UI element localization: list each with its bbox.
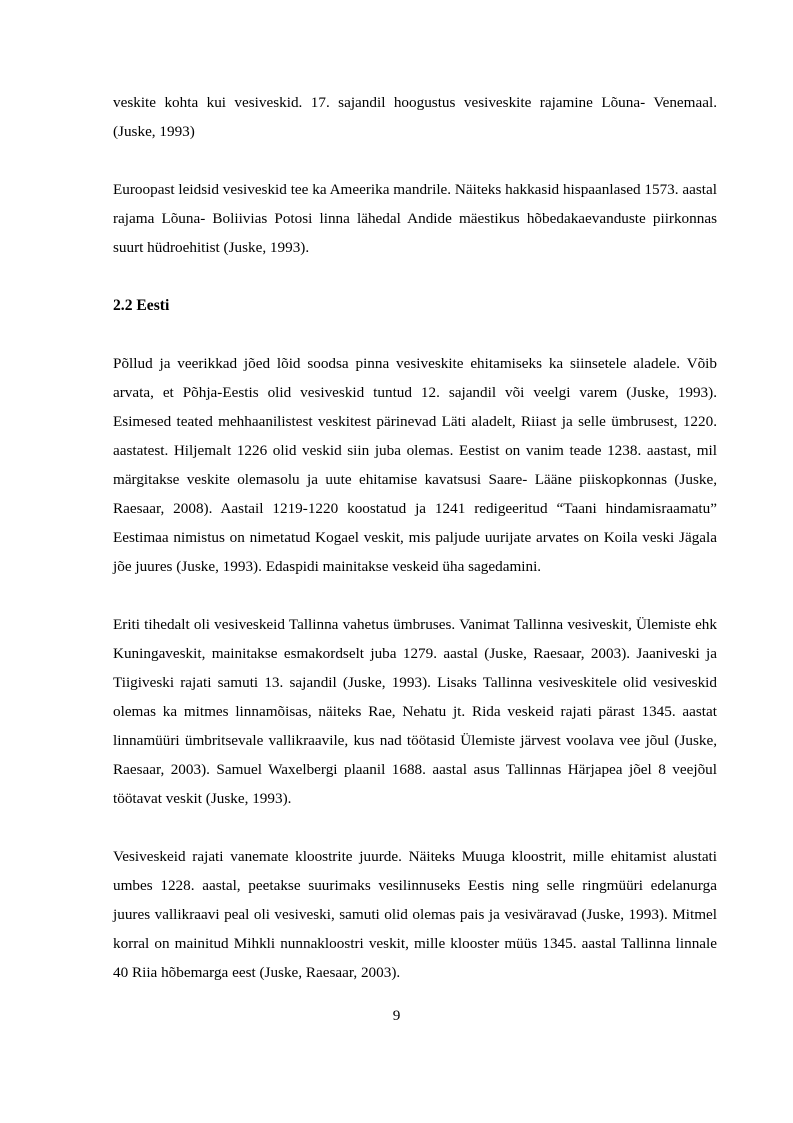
paragraph-gap: [113, 146, 717, 175]
page-number: 9: [392, 1007, 401, 1024]
paragraph-gap: [113, 813, 717, 842]
paragraph-americas: Euroopast leidsid vesiveskid tee ka Ameerika mandrile. Näiteks hakkasid hispaanlased 1573. aastal rajama Lõuna- Boliivias Potosi linna lähedal Andide mäestikus hõbedakaevanduste piirkonnas suurt hüdroehitist (Juske, 1993).: [113, 181, 717, 256]
paragraph-gap: [113, 320, 717, 349]
paragraph-gap: [113, 581, 717, 610]
paragraph-estonia-intro: Põllud ja veerikkad jõed lõid soodsa pinna vesiveskite ehitamiseks ka siinsetele aladele. Võib arvata, et Põhja-Eestis olid vesiveskid tuntud 12. sajandil või veelgi varem (Juske, 1993). Esimesed teated mehhaanilistest veskitest pärinevad Läti aladelt, Riiast ja selle ümbrusest, 1220. aastatest. Hiljemalt 1226 olid veskid siin juba olemas. Eestist on vanim teade 1238. aastast, mil märgitakse veskite olemasolu ja uute ehitamise kavatsusi Saare- Lääne piiskopkonnas (Juske, Raesaar, 2008). Aastail 1219-1220 koostatud ja 1241 redigeeritud “Taani hindamisraamatu” Eestimaa nimistus on nimetatud Kogael veskit, mis paljude uurijate arvates on Koila veski Jägala jõe juures (Juske, 1993). Edaspidi mainitakse veskeid üha sagedamini.: [113, 355, 717, 575]
paragraph-monasteries: Vesiveskeid rajati vanemate kloostrite juurde. Näiteks Muuga kloostrit, mille ehitamist alustati umbes 1228. aastal, peetakse suurimaks vesilinnuseks Eestis ning selle ringmüüri edelanurga juures vallikraavi peal oli vesiveski, samuti olid olemas pais ja vesiväravad (Juske, 1993). Mitmel korral on mainitud Mihkli nunnakloostri veskit, mille klooster müüs 1345. aastal Tallinna linnale 40 Riia hõbemarga eest (Juske, Raesaar, 2003).: [113, 848, 717, 981]
paragraph-gap: [113, 262, 717, 291]
document-page-body: [113, 88, 717, 987]
paragraph-continued: veskite kohta kui vesiveskid. 17. sajandil hoogustus vesiveskite rajamine Lõuna- Venemaal. (Juske, 1993): [113, 94, 717, 140]
section-heading: 2.2 Eesti: [113, 297, 170, 314]
paragraph-tallinn: Eriti tihedalt oli vesiveskeid Tallinna vahetus ümbruses. Vanimat Tallinna vesiveskit, Ülemiste ehk Kuningaveskit, mainitakse esmakordselt juba 1279. aastal (Juske, Raesaar, 2003). Jaaniveski ja Tiigiveski rajati samuti 13. sajandil (Juske, 1993). Lisaks Tallinna vesiveskitele olid vesiveskid olemas ka mitmes linnamõisas, näiteks Rae, Nehatu jt. Rida veskeid rajati pärast 1345. aastat linnamüüri ümbritsevale vallikraavile, kus nad töötasid Ülemiste järvest voolava vee jõul (Juske, Raesaar, 2003). Samuel Waxelbergi plaanil 1688. aastal asus Tallinnas Härjapea jõel 8 veejõul töötavat veskit (Juske, 1993).: [113, 616, 717, 807]
